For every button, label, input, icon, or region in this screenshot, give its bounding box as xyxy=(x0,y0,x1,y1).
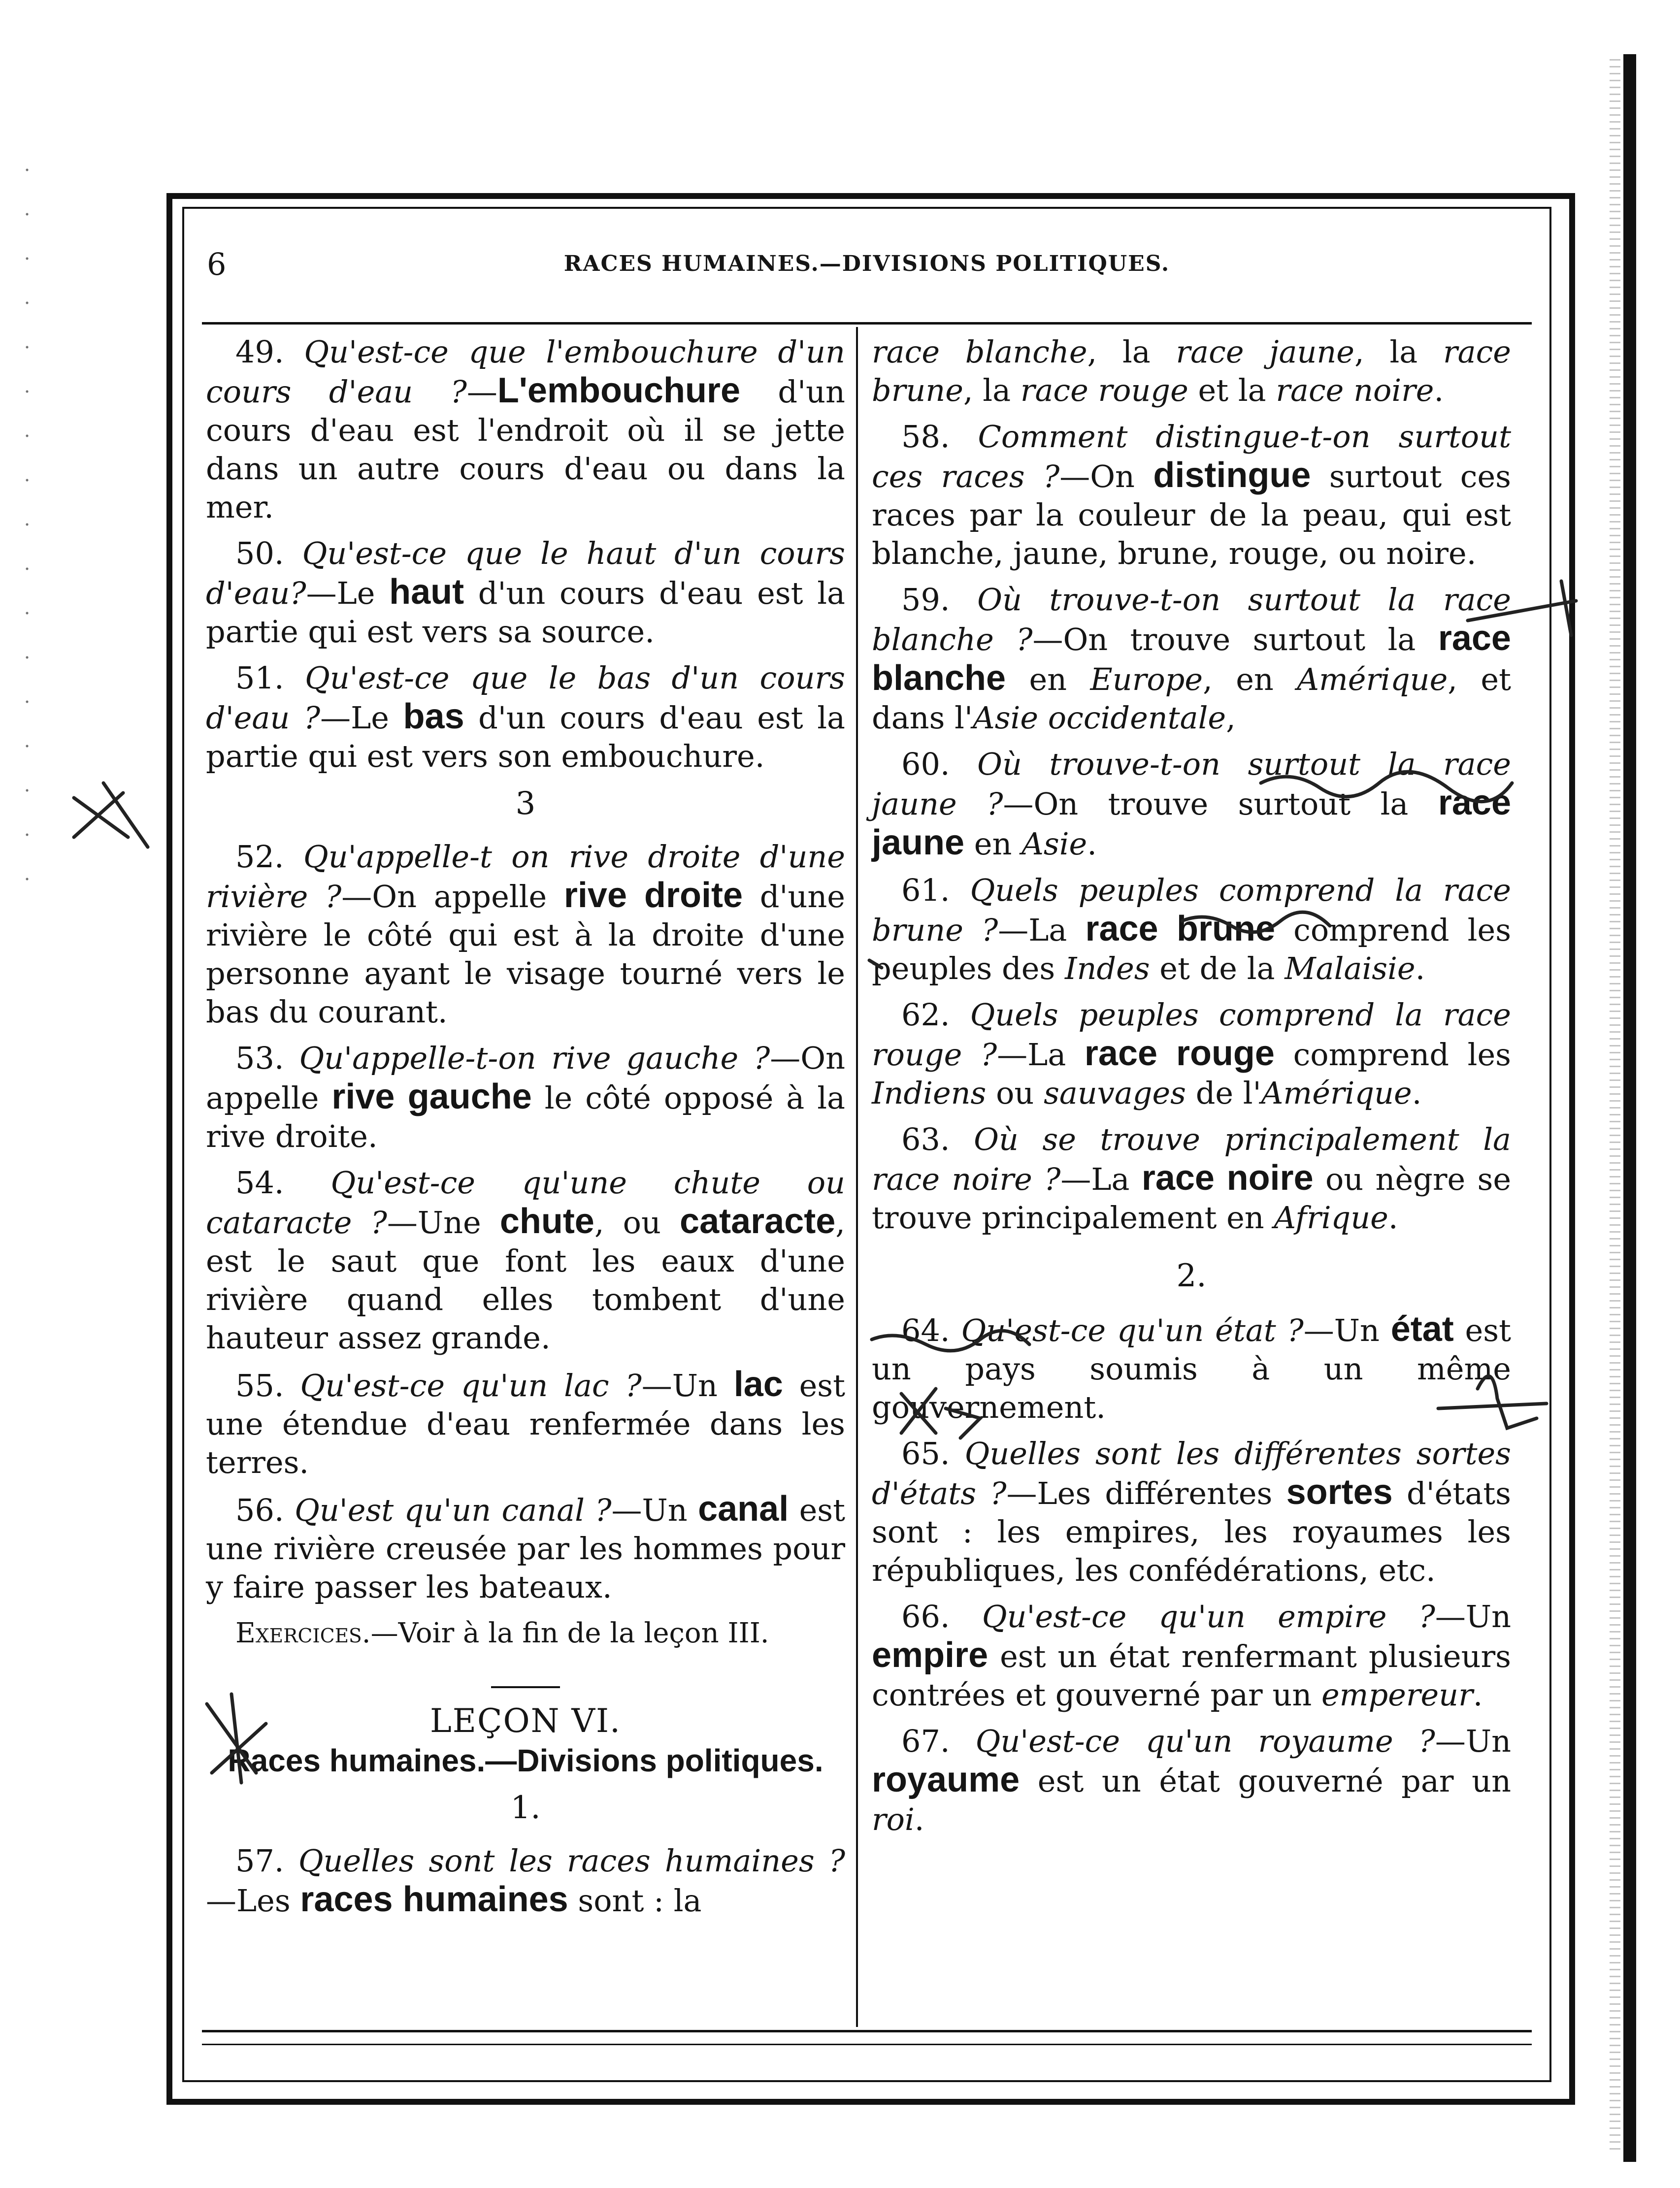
keyword: chute xyxy=(499,1202,594,1241)
question-51: 51. Qu'est-ce que le bas d'un cours d'eau ?—Le bas d'un cours d'eau est la partie qui est vers son embouchure. xyxy=(206,660,845,774)
section-number-3: 3 xyxy=(515,785,536,822)
lesson-title: LEÇON VI. xyxy=(429,1702,622,1740)
keyword: empire xyxy=(872,1635,988,1675)
keyword: bas xyxy=(403,697,464,736)
question-65: 65. Quelles sont les différentes sortes d'états ?—Les différentes sortes d'états sont : les empires, les royaumes les républiques, les confédérations, etc. xyxy=(872,1436,1511,1588)
keyword: race brune xyxy=(1085,909,1275,948)
question-60: 60. Où trouve-t-on surtout la race jaune ?—On trouve surtout la race jaune en Asie. xyxy=(872,746,1511,862)
keyword: lac xyxy=(733,1365,783,1404)
keyword: race jaune xyxy=(872,783,1511,862)
keyword: canal xyxy=(698,1489,789,1529)
section-number-2: 2. xyxy=(1176,1258,1207,1294)
lesson-divider xyxy=(491,1686,560,1688)
question-58: 58. Comment distingue-t-on surtout ces races ?—On distingue surtout ces races par la couleur de la peau, qui est blanche, jaune, brune, rouge, ou noire. xyxy=(872,419,1511,571)
question-61: 61. Quels peuples comprend la race brune ?—La race brune comprend les peuples des Indes et de la Malaisie. xyxy=(872,872,1512,986)
pencil-cross-mark xyxy=(74,783,148,847)
question-62: 62. Quels peuples comprend la race rouge ?—La race rouge comprend les Indiens ou sauvages de l'Amérique. xyxy=(872,997,1511,1111)
keyword: sortes xyxy=(1286,1472,1393,1512)
keyword: état xyxy=(1390,1309,1454,1349)
keyword: distingue xyxy=(1153,456,1311,495)
exercices-label: Exercices. xyxy=(235,1617,371,1649)
section-number-1: 1. xyxy=(510,1790,541,1826)
binding-spine xyxy=(1623,54,1636,2162)
footer-rule-thick xyxy=(202,2030,1532,2032)
keyword: race rouge xyxy=(1084,1034,1275,1073)
keyword: L'embouchure xyxy=(497,371,740,410)
keyword: race noire xyxy=(1141,1158,1314,1198)
question-63: 63. Où se trouve principalement la race noire ?—La race noire ou nègre se trouve principalement en Afrique. xyxy=(872,1121,1512,1236)
question-50: 50. Qu'est-ce que le haut d'un cours d'eau?—Le haut d'un cours d'eau est la partie qui est vers sa source. xyxy=(206,535,846,650)
page-number: 6 xyxy=(207,246,227,282)
keyword: races humaines xyxy=(300,1880,568,1919)
keyword: haut xyxy=(389,572,464,612)
question-64: 64. Qu'est-ce qu'un état ?—Un état est un pays soumis à un même gouvernement. xyxy=(872,1309,1511,1425)
question-56: 56. Qu'est qu'un canal ?—Un canal est une rivière creusée par les hommes pour y faire passer les bateaux. xyxy=(206,1489,845,1605)
column-divider xyxy=(856,327,858,2027)
question-67: 67. Qu'est-ce qu'un royaume ?—Un royaume est un état gouverné par un roi. xyxy=(872,1723,1511,1837)
binding-speckles xyxy=(1610,59,1620,2152)
keyword: royaume xyxy=(872,1760,1020,1799)
running-title: RACES HUMAINES.—DIVISIONS POLITIQUES. xyxy=(563,251,1170,276)
right-column xyxy=(872,333,1511,1847)
exercices-note: Exercices.—Voir à la fin de la leçon III. xyxy=(235,1617,769,1649)
footer-rule-thin xyxy=(202,2044,1532,2045)
page-edge-speckles xyxy=(20,148,34,886)
question-57-continued: race blanche, la race jaune, la race brune, la race rouge et la race noire. xyxy=(872,334,1512,408)
keyword: rive droite xyxy=(563,876,743,915)
question-59: 59. Où trouve-t-on surtout la race blanche ?—On trouve surtout la race blanche en Europe, en Amérique, et dans l'Asie occidentale, xyxy=(872,582,1512,736)
question-52: 52. Qu'appelle-t on rive droite d'une rivière ?—On appelle rive droite d'une rivière le côté qui est à la droite d'une personne ayant le visage tourné vers le bas du courant. xyxy=(206,839,845,1030)
keyword: race blanche xyxy=(872,619,1511,698)
keyword: rive gauche xyxy=(331,1077,532,1116)
keyword: cataracte xyxy=(680,1202,836,1241)
left-column xyxy=(206,333,845,1928)
question-53: 53. Qu'appelle-t-on rive gauche ?—On appelle rive gauche le côté opposé à la rive droite. xyxy=(206,1040,846,1154)
question-66: 66. Qu'est-ce qu'un empire ?—Un empire est un état renfermant plusieurs contrées et gouverné par un empereur. xyxy=(872,1599,1512,1713)
lesson-subtitle: Races humaines.—Divisions politiques. xyxy=(228,1743,824,1778)
question-55: 55. Qu'est-ce qu'un lac ?—Un lac est une étendue d'eau renfermée dans les terres. xyxy=(206,1365,846,1480)
page-header xyxy=(202,246,1532,291)
header-rule xyxy=(202,322,1532,325)
question-54: 54. Qu'est-ce qu'une chute ou cataracte ?—Une chute, ou cataracte, est le saut que font les eaux d'une rivière quand elles tombent d'une hauteur assez grande. xyxy=(206,1165,845,1356)
question-57: 57. Quelles sont les races humaines ? —Les races humaines sont : la xyxy=(206,1843,845,1919)
question-49: 49. Qu'est-ce que l'embouchure d'un cours d'eau ?—L'embouchure d'un cours d'eau est l'endroit où il se jette dans un autre cours d'eau ou dans la mer. xyxy=(206,334,845,525)
